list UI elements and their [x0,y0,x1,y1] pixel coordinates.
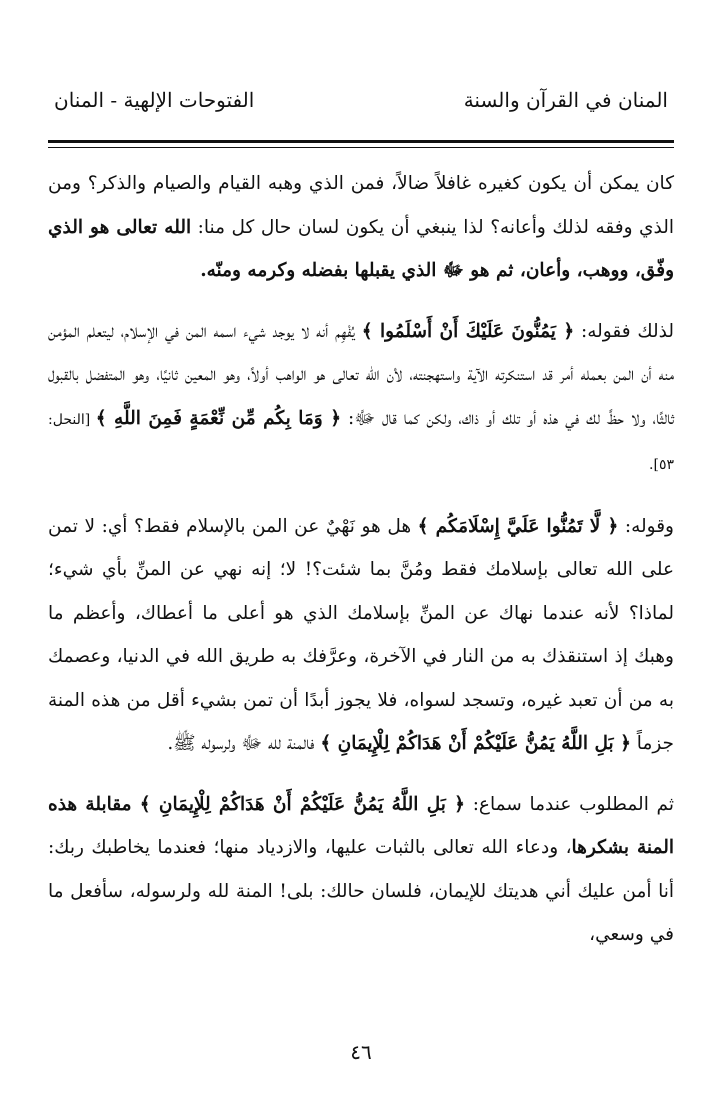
p2-text-2: يُفْهِم أنه لا يوجد شيء اسمه المن في الإسلام، ليتعلم المؤمن منه أن المن بعمله أمر قد استنكرته الآية واستهجنته، لأن الله تعالى هو الواهب أولاً، وهو المعين ثانيًا، وهو المتفضل بالقبول ثالثًا، ولا حظَّ لك في هذه أو تلك أو ذاك، ولكن كما قال ﷻ: [48,320,675,429]
p4-text-2: ، ودعاء الله تعالى بالثبات عليها، والازدياد منها؛ فعندما يخاطبك ربك: أنا أمن عليك أني هديتك للإيمان، فلسان حالك: بلى! المنة لله ولرسوله، سأفعل ما في وسعي، [48,837,674,945]
p2-verse-2: ﴿ وَمَا بِكُم مِّن نِّعْمَةٍ فَمِنَ اللَّهِ ﴾ [95,407,342,429]
header-double-rule [48,140,674,143]
paragraph-2 [48,310,674,488]
p4-verse-1: ﴿ بَلِ اللَّهُ يَمُنُّ عَلَيْكُمْ أَنْ هَدَاكُمْ لِلْإِيمَانِ ﴾ [139,793,465,815]
p3-text-2: هل هو نَهْيٌ عن المن بالإسلام فقط؟ أي: لا تمن على الله تعالى بإسلامك فقط ومُنَّ بما شئت؟! لا؛ إنه نهي عن المنِّ بأي شيء؛ لماذا؟ لأنه عندما نهاك عن المنِّ بإسلامك الذي هو أعلى ما أعطاك، وأعظم ما وهبك إذ استنقذك به من النار في الآخرة، وعرَّفك به طريق الله في الدنيا، وعصمك به من أن تعبد غيره، وتسجد لسواه، فلا يجوز أبدًا أن تمن بشيء أقل من هذه المنة جزماً [48,515,674,754]
header-book-title: المنان في القرآن والسنة [463,88,668,112]
page-number: ٤٦ [350,1040,372,1064]
paragraph-1 [48,162,674,293]
header-chapter-title: الفتوحات الإلهية - المنان [54,88,255,112]
p1-bold-text: الله تعالى هو الذي وفّق، ووهب، وأعان، ثم هو ﷻ الذي يقبلها بفضله وكرمه ومنّه. [48,216,674,281]
p4-text-1: ثم المطلوب عندما سماع: [464,793,674,815]
p1-text: كان يمكن أن يكون كغيره غافلاً ضالاً، فمن الذي وهبه القيام والصيام والذكر؟ ومن الذي وفقه لذلك وأعانه؟ لذا ينبغي أن يكون لسان حال كل منا: [48,173,674,238]
page-body [48,162,674,957]
p2-citation: [النحل: ٥٣]. [48,411,674,473]
paragraph-3 [48,505,674,766]
p3-verse-1: ﴿ لَّا تَمُنُّوا عَلَيَّ إِسْلَامَكُم ﴾ [417,515,619,537]
p2-text-1: لذلك فقوله: [574,320,674,342]
p4-bold-text: مقابلة هذه المنة بشكرها [48,793,674,858]
p3-text-1: وقوله: [618,515,674,537]
p3-text-3: فالمنة لله ﷻ ولرسوله ﷺ. [167,733,321,754]
p3-verse-2: ﴿ بَلِ اللَّهُ يَمُنُّ عَلَيْكُمْ أَنْ هَدَاكُمْ لِلْإِيمَانِ ﴾ [320,733,631,754]
p2-verse-1: ﴿ يَمُنُّونَ عَلَيْكَ أَنْ أَسْلَمُوا ﴾ [361,320,575,342]
paragraph-4 [48,783,674,957]
running-header [48,84,674,124]
